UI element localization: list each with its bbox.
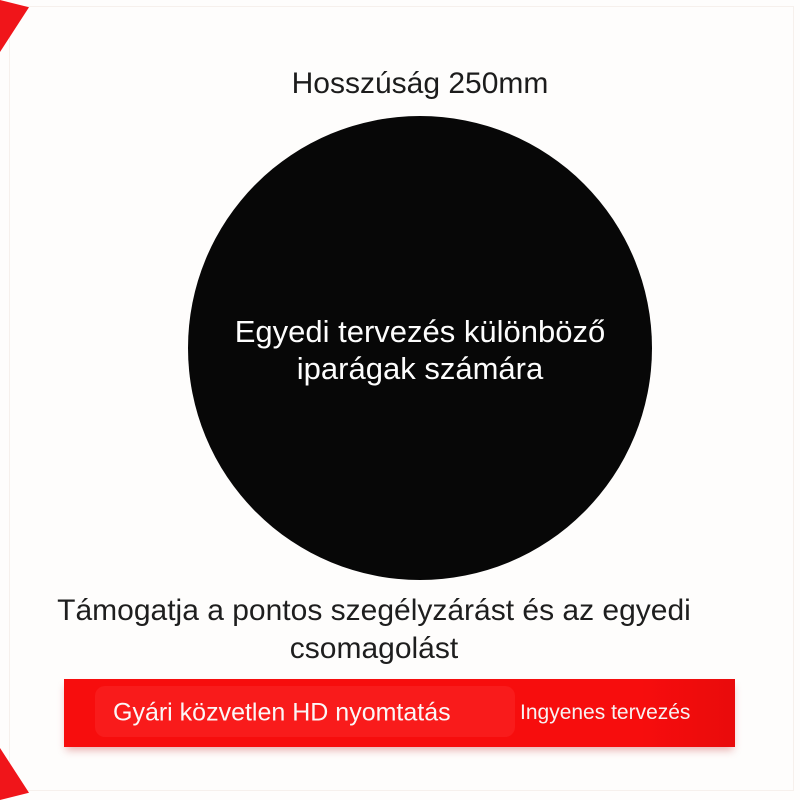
circle-text-line-1: Egyedi tervezés különböző <box>234 313 606 349</box>
caption-block <box>0 592 800 668</box>
banner-primary-label: Gyári közvetlen HD nyomtatás <box>113 698 451 727</box>
caption-line-2: csomagolást <box>289 632 459 665</box>
black-circle-badge <box>188 116 652 580</box>
banner-secondary-label: Ingyenes tervezés <box>520 701 691 724</box>
promo-banner <box>64 679 735 747</box>
page-title: Hosszúság 250mm <box>291 67 549 100</box>
corner-ribbon-bottom-left <box>0 748 29 800</box>
corner-ribbon-top-left <box>0 0 29 52</box>
circle-text-line-2: iparágak számára <box>296 350 544 386</box>
caption-line-1: Támogatja a pontos szegélyzárást és az egyedi <box>57 594 691 627</box>
